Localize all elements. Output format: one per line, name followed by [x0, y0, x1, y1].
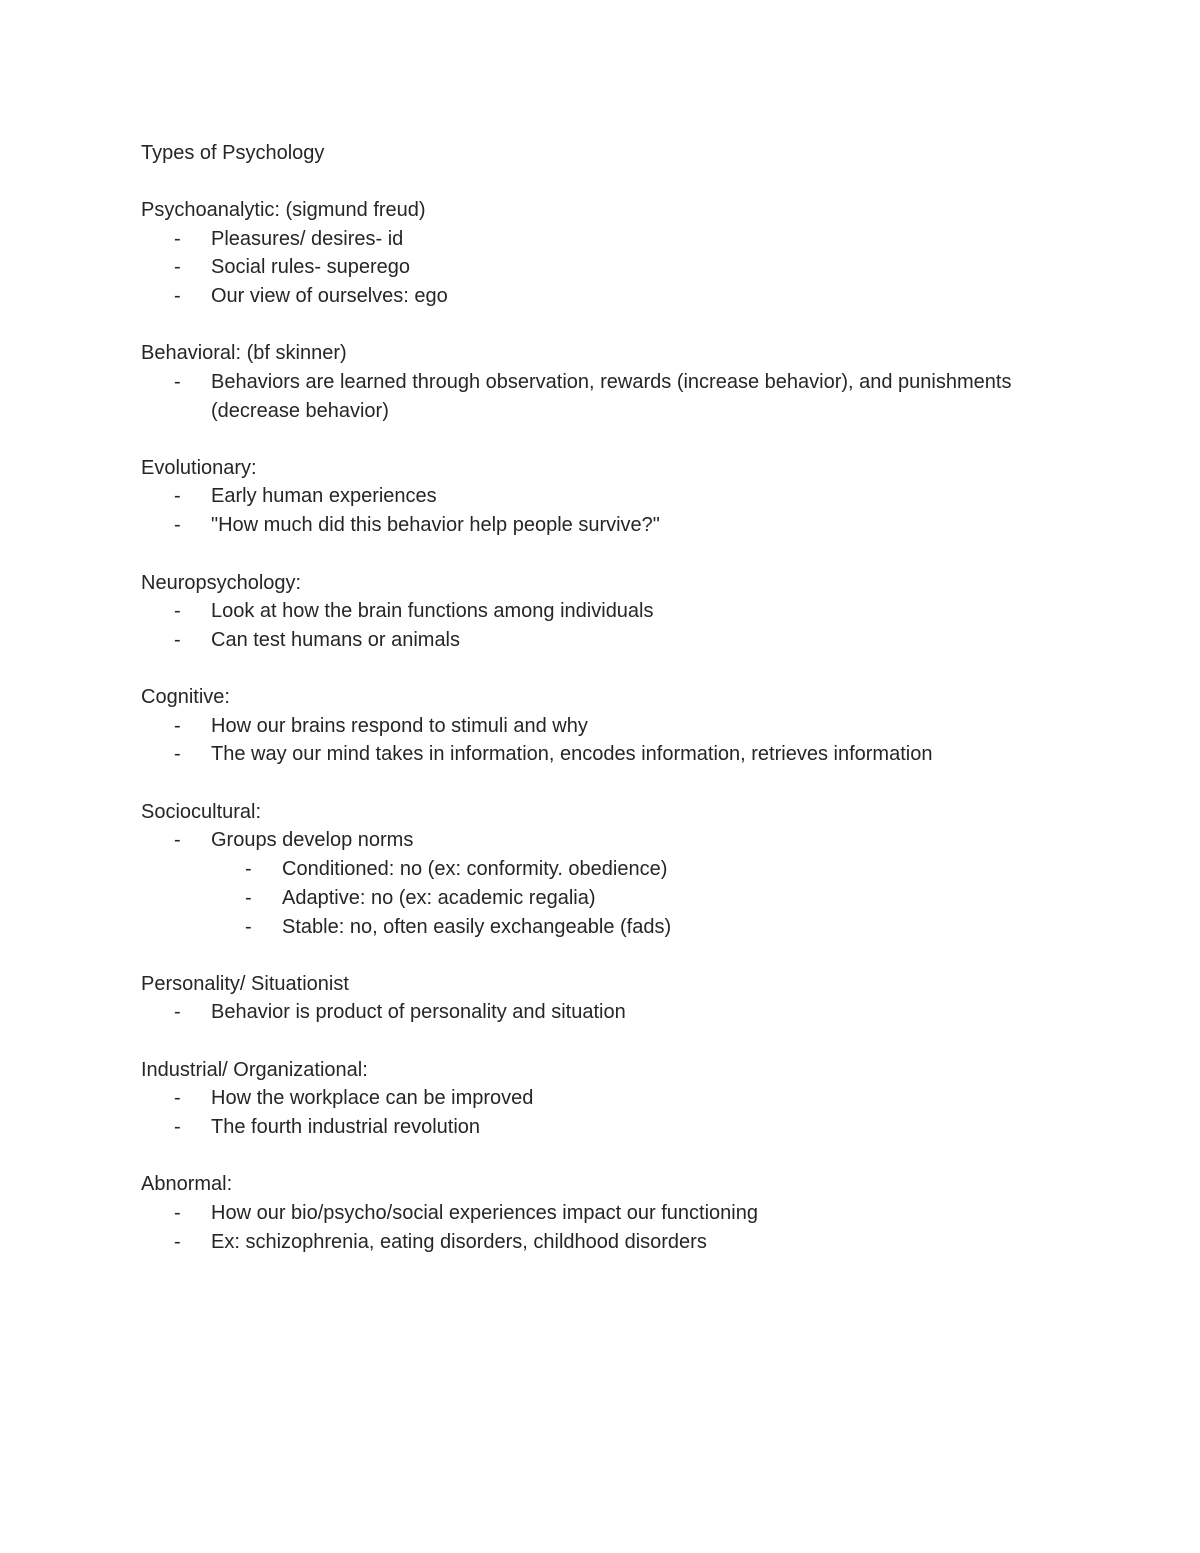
list-item-text: Social rules- superego	[211, 256, 410, 279]
section-heading: Cognitive:	[141, 686, 230, 709]
section-behavioral	[141, 339, 1041, 425]
section-evolutionary	[141, 454, 1041, 540]
list-item-text: How the workplace can be improved	[211, 1087, 534, 1110]
document-page	[141, 139, 1041, 1285]
sub-list-item	[141, 884, 1041, 913]
list-item	[141, 712, 1041, 741]
list-item	[141, 1113, 1041, 1142]
list-item	[141, 1199, 1041, 1228]
dash-bullet: -	[174, 1230, 181, 1253]
dash-bullet: -	[174, 1001, 181, 1024]
list-item-text: Ex: schizophrenia, eating disorders, childhood disorders	[211, 1230, 707, 1253]
dash-bullet: -	[174, 743, 181, 766]
list-item-text: Early human experiences	[211, 485, 437, 508]
bullet-list	[141, 1084, 1041, 1142]
section-cognitive	[141, 683, 1041, 769]
section-heading: Neuropsychology:	[141, 571, 302, 594]
dash-bullet: -	[174, 1116, 181, 1139]
list-item	[141, 282, 1041, 311]
section-heading: Industrial/ Organizational:	[141, 1058, 368, 1081]
sub-bullet-list	[141, 855, 1041, 941]
section-heading: Personality/ Situationist	[141, 972, 349, 995]
section-heading: Abnormal:	[141, 1173, 233, 1196]
section-neuropsychology	[141, 569, 1041, 655]
list-item	[141, 1084, 1041, 1113]
list-item	[141, 225, 1041, 254]
list-item	[141, 1228, 1041, 1257]
dash-bullet: -	[174, 829, 181, 852]
list-item	[141, 998, 1041, 1027]
section-sociocultural	[141, 798, 1041, 942]
dash-bullet: -	[174, 514, 181, 537]
list-item-text: Our view of ourselves: ego	[211, 285, 448, 308]
dash-bullet: -	[245, 858, 252, 881]
section-heading: Sociocultural:	[141, 800, 262, 823]
dash-bullet: -	[174, 370, 181, 393]
document-title: Types of Psychology	[141, 142, 325, 164]
list-item	[141, 740, 1041, 769]
bullet-list	[141, 597, 1041, 655]
list-item	[141, 826, 1041, 855]
dash-bullet: -	[174, 714, 181, 737]
dash-bullet: -	[174, 227, 181, 250]
section-abnormal	[141, 1170, 1041, 1256]
list-item-text: Behaviors are learned through observation, rewards (increase behavior), and punishments (decrease behavior)	[211, 370, 1012, 422]
list-item	[141, 626, 1041, 655]
dash-bullet: -	[245, 886, 252, 909]
dash-bullet: -	[174, 285, 181, 308]
list-item-text: Look at how the brain functions among individuals	[211, 600, 654, 623]
bullet-list	[141, 826, 1041, 855]
bullet-list	[141, 998, 1041, 1027]
list-item-text: Can test humans or animals	[211, 628, 461, 651]
sub-list-item-text: Adaptive: no (ex: academic regalia)	[282, 886, 596, 909]
list-item	[141, 253, 1041, 282]
bullet-list	[141, 1199, 1041, 1257]
sub-list-item-text: Stable: no, often easily exchangeable (fads)	[282, 915, 672, 938]
sub-list-item	[141, 913, 1041, 942]
list-item-text: The way our mind takes in information, encodes information, retrieves information	[211, 743, 933, 766]
bullet-list	[141, 225, 1041, 311]
list-item-text: Pleasures/ desires- id	[211, 227, 404, 250]
list-item-text: How our brains respond to stimuli and why	[211, 714, 588, 737]
dash-bullet: -	[174, 1087, 181, 1110]
section-heading: Behavioral: (bf skinner)	[141, 342, 347, 365]
section-personality-situationist	[141, 970, 1041, 1027]
dash-bullet: -	[174, 256, 181, 279]
list-item-text: How our bio/psycho/social experiences impact our functioning	[211, 1201, 758, 1224]
list-item	[141, 511, 1041, 540]
list-item-text: Groups develop norms	[211, 829, 414, 852]
sub-list-item-text: Conditioned: no (ex: conformity. obedience)	[282, 858, 668, 881]
dash-bullet: -	[245, 915, 252, 938]
list-item-text: "How much did this behavior help people survive?"	[211, 514, 660, 537]
bullet-list	[141, 368, 1041, 426]
list-item-text: Behavior is product of personality and situation	[211, 1001, 626, 1024]
section-psychoanalytic	[141, 196, 1041, 311]
section-heading: Psychoanalytic: (sigmund freud)	[141, 199, 426, 221]
section-industrial-organizational	[141, 1056, 1041, 1142]
bullet-list	[141, 712, 1041, 770]
list-item	[141, 368, 1041, 426]
list-item	[141, 482, 1041, 511]
sub-list-item	[141, 855, 1041, 884]
dash-bullet: -	[174, 628, 181, 651]
dash-bullet: -	[174, 1201, 181, 1224]
bullet-list	[141, 482, 1041, 540]
dash-bullet: -	[174, 600, 181, 623]
dash-bullet: -	[174, 485, 181, 508]
title-spacer	[141, 168, 1041, 197]
list-item	[141, 597, 1041, 626]
section-heading: Evolutionary:	[141, 456, 257, 479]
list-item-text: The fourth industrial revolution	[211, 1116, 481, 1139]
